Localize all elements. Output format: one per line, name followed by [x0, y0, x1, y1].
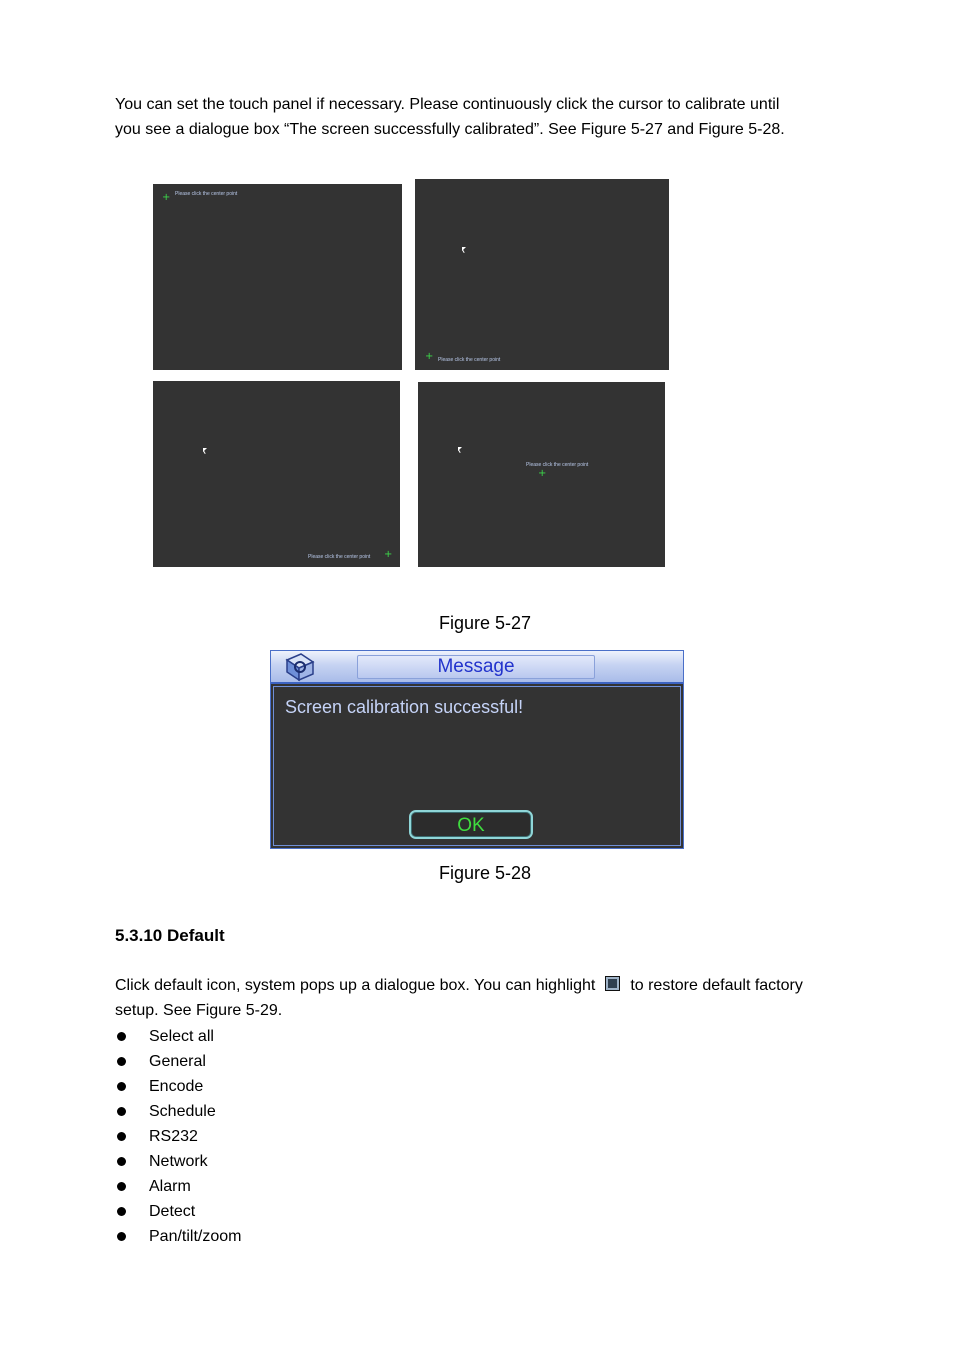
bullet-icon: [117, 1157, 126, 1166]
bullet-icon: [117, 1232, 126, 1241]
message-dialog: [270, 650, 684, 849]
bullet-icon: [117, 1082, 126, 1091]
calibration-screen-top-right: [415, 179, 669, 370]
list-item-label: Detect: [149, 1203, 196, 1220]
intro-line-1: You can set the touch panel if necessary. Please continuously click the cursor to calibrate until: [115, 96, 780, 113]
default-text-line-2: setup. See Figure 5-29.: [115, 1002, 283, 1019]
list-item-label: Encode: [149, 1078, 204, 1095]
intro-line-2: you see a dialogue box “The screen successfully calibrated”. See Figure 5-27 and Figure 5-28.: [115, 121, 785, 138]
calibration-screen-bottom-right: [418, 382, 665, 567]
figure-5-28-caption: Figure 5-28: [438, 863, 532, 883]
bullet-icon: [117, 1182, 126, 1191]
list-item-label: Network: [149, 1153, 208, 1170]
list-item-label: General: [149, 1053, 206, 1070]
list-item: [115, 1024, 241, 1049]
figure-5-27-caption: Figure 5-27: [438, 613, 532, 633]
bullet-icon: [117, 1207, 126, 1216]
mouse-cursor-icon: [203, 448, 207, 452]
bullet-icon: [117, 1107, 126, 1116]
default-paragraph: [115, 973, 875, 1023]
list-item: [115, 1099, 241, 1124]
default-checkbox-icon: [605, 976, 620, 991]
app-logo-icon: [283, 652, 317, 682]
crosshair-icon: +: [162, 192, 171, 203]
crosshair-icon: +: [538, 468, 547, 479]
dialog-title-bar: [271, 651, 683, 684]
list-item: [115, 1199, 241, 1224]
section-heading: 5.3.10 Default: [115, 926, 225, 945]
list-item: [115, 1224, 241, 1249]
intro-paragraph: [115, 92, 845, 142]
list-item: [115, 1049, 241, 1074]
default-options-list: [115, 1024, 241, 1249]
list-item-label: Schedule: [149, 1103, 216, 1120]
crosshair-icon: +: [425, 351, 434, 362]
default-text-before-icon: Click default icon, system pops up a dialogue box. You can highlight: [115, 977, 596, 994]
list-item-label: RS232: [149, 1128, 198, 1145]
default-text-after-icon: to restore default factory: [630, 977, 803, 994]
mouse-cursor-icon: [462, 247, 466, 251]
bullet-icon: [117, 1032, 126, 1041]
list-item-label: Alarm: [149, 1178, 191, 1195]
dialog-title: Message: [437, 656, 515, 677]
calibration-hint: Please click the center point: [308, 554, 371, 560]
ok-button[interactable]: OK: [409, 810, 533, 839]
list-item: [115, 1074, 241, 1099]
list-item-label: Pan/tilt/zoom: [149, 1228, 242, 1245]
calibration-screen-bottom-left: [153, 381, 400, 567]
mouse-cursor-icon: [458, 447, 462, 451]
dialog-message: Screen calibration successful!: [285, 697, 524, 717]
calibration-hint: Please click the center point: [438, 357, 501, 363]
list-item: [115, 1174, 241, 1199]
crosshair-icon: +: [384, 549, 393, 560]
bullet-icon: [117, 1132, 126, 1141]
list-item: [115, 1124, 241, 1149]
bullet-icon: [117, 1057, 126, 1066]
list-item: [115, 1149, 241, 1174]
calibration-hint: Please click the center point: [175, 191, 238, 197]
list-item-label: Select all: [149, 1028, 214, 1045]
calibration-screen-top-left: [153, 184, 402, 370]
calibration-hint: Please click the center point: [526, 462, 589, 468]
